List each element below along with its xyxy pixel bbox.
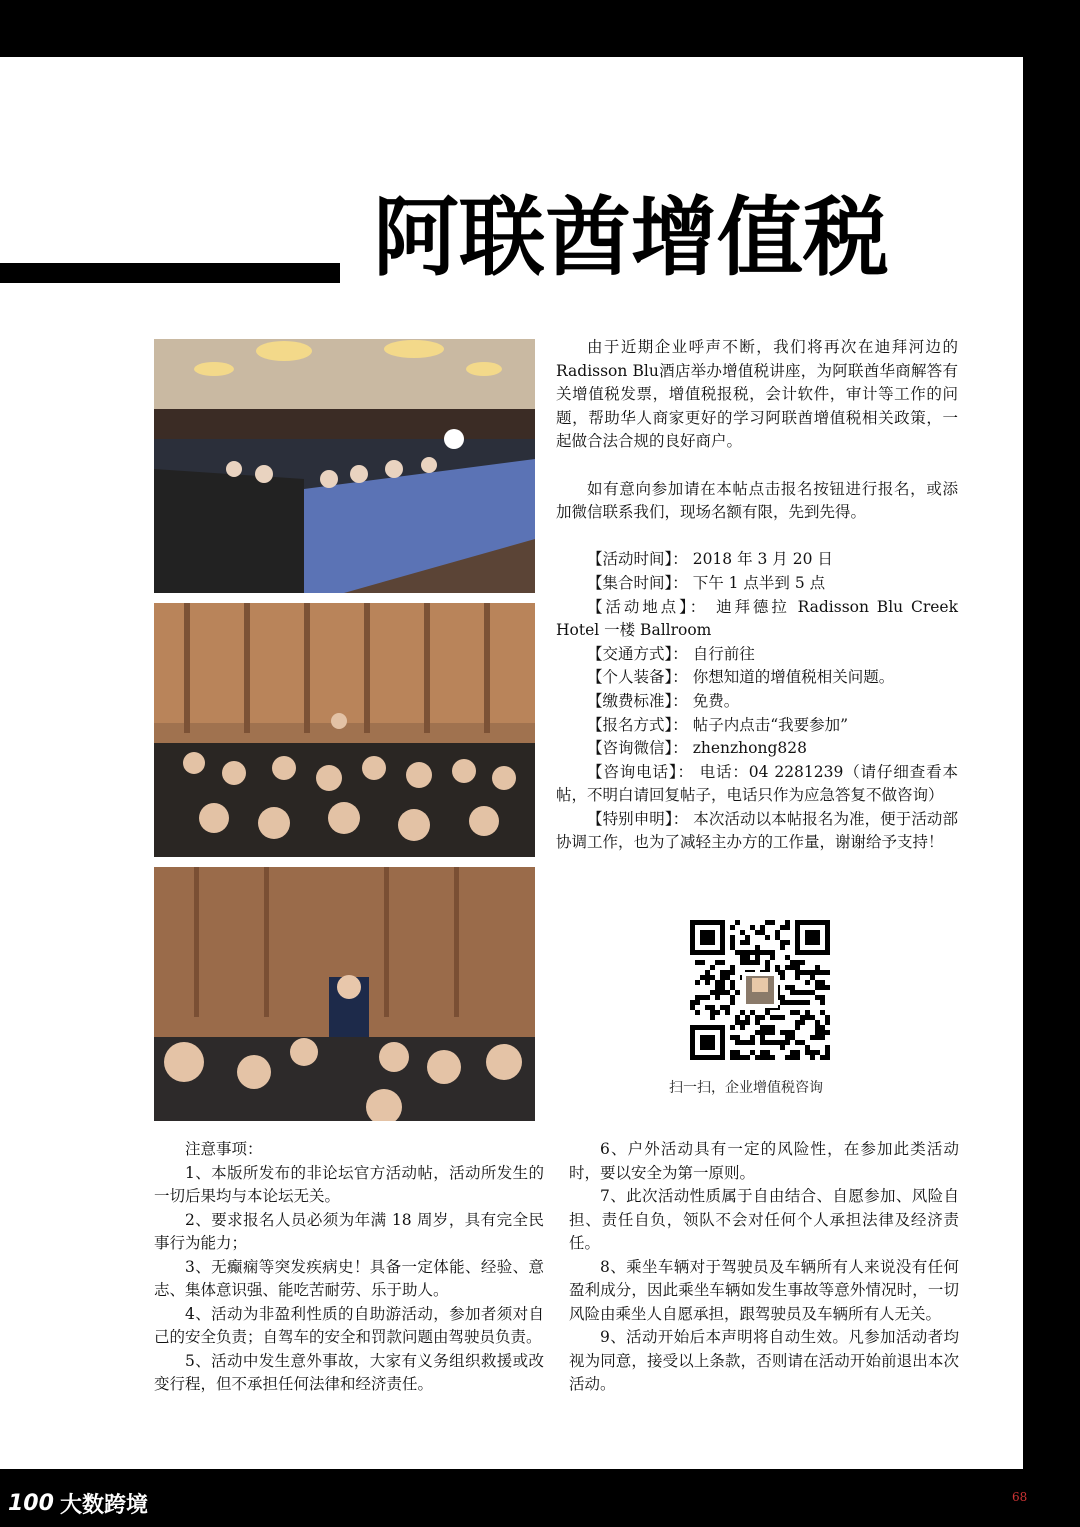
wechat-qr-code — [690, 920, 830, 1060]
notes-left-column — [154, 1138, 544, 1397]
note-item: 7、此次活动性质属于自由结合、自愿参加、风险自担、责任自负，领队不会对任何个人承担法律及经济责任。 — [569, 1187, 959, 1252]
seminar-photo-qa — [154, 867, 535, 1121]
detail-wechat: 【咨询微信】： zhenzhong828 — [587, 739, 807, 758]
detail-signup: 【报名方式】： 帖子内点击“我要参加” — [587, 715, 849, 734]
seminar-photo-hall — [154, 339, 535, 593]
detail-gather: 【集合时间】： 下午 1 点半到 5 点 — [587, 573, 826, 592]
note-item: 6、户外活动具有一定的风险性，在参加此类活动时，要以安全为第一原则。 — [569, 1140, 959, 1182]
detail-transport: 【交通方式】： 自行前往 — [587, 644, 755, 663]
detail-venue: 【活动地点】： 迪拜德拉 Radisson Blu Creek Hotel 一楼 Ballroom — [556, 597, 958, 640]
event-details-column — [556, 336, 958, 855]
note-item: 9、活动开始后本声明将自动生效。凡参加活动者均视为同意，接受以上条款，否则请在活动开始前退出本次活动。 — [569, 1328, 959, 1393]
brand-logo — [8, 1488, 148, 1519]
note-item: 4、活动为非盈利性质的自助游活动，参加者须对自己的安全负责；自驾车的安全和罚款问题由驾驶员负责。 — [154, 1304, 544, 1346]
notes-heading: 注意事项： — [185, 1140, 263, 1158]
signup-paragraph: 如有意向参加请在本帖点击报名按钮进行报名，或添加微信联系我们，现场名额有限，先到先得。 — [556, 479, 958, 522]
note-item: 8、乘坐车辆对于驾驶员及车辆所有人来说没有任何盈利成分，因此乘坐车辆如发生事故等意外情况时，一切风险由乘坐人自愿承担，跟驾驶员及车辆所有人无关。 — [569, 1257, 959, 1323]
seminar-photo-audience — [154, 603, 535, 857]
detail-statement: 【特别申明】： 本次活动以本帖报名为准，便于活动部协调工作，也为了减轻主办方的工作量，谢谢给予支持！ — [556, 809, 958, 852]
detail-time: 【活动时间】： 2018 年 3 月 20 日 — [587, 550, 833, 569]
page-number: 68 — [1012, 1490, 1028, 1504]
brand-name: 大数跨境 — [59, 1493, 148, 1518]
page-title: 阿联酋增值税 — [373, 188, 889, 288]
note-item: 1、本版所发布的非论坛官方活动帖，活动所发生的一切后果均与本论坛无关。 — [154, 1163, 544, 1205]
detail-equipment: 【个人装备】： 你想知道的增值税相关问题。 — [587, 668, 895, 687]
detail-phone: 【咨询电话】： 电话：04 2281239（请仔细查看本帖，不明白请回复帖子，电话只作为应急答复不做咨询） — [556, 762, 958, 805]
detail-fee: 【缴费标准】： 免费。 — [587, 691, 740, 710]
qr-caption: 扫一扫，企业增值税咨询 — [669, 1080, 823, 1096]
note-item: 2、要求报名人员必须为年满 18 周岁，具有完全民事行为能力； — [154, 1210, 544, 1252]
brand-logo-icon: 100 — [8, 1491, 54, 1516]
note-item: 5、活动中发生意外事故，大家有义务组织救援或改变行程，但不承担任何法律和经济责任。 — [154, 1351, 544, 1393]
notes-right-column — [569, 1138, 959, 1397]
note-item: 3、无癫痫等突发疾病史！具备一定体能、经验、意志、集体意识强、能吃苦耐劳、乐于助人。 — [154, 1257, 544, 1299]
intro-paragraph: 由于近期企业呼声不断，我们将再次在迪拜河边的Radisson Blu酒店举办增值税讲座，为阿联酋华商解答有关增值税发票，增值税报税，会计软件，审计等工作的问题，帮助华人商家更好的学习阿联酋增值税相关政策，一起做合法合规的良好商户。 — [556, 338, 958, 451]
title-accent-bar — [0, 263, 340, 283]
